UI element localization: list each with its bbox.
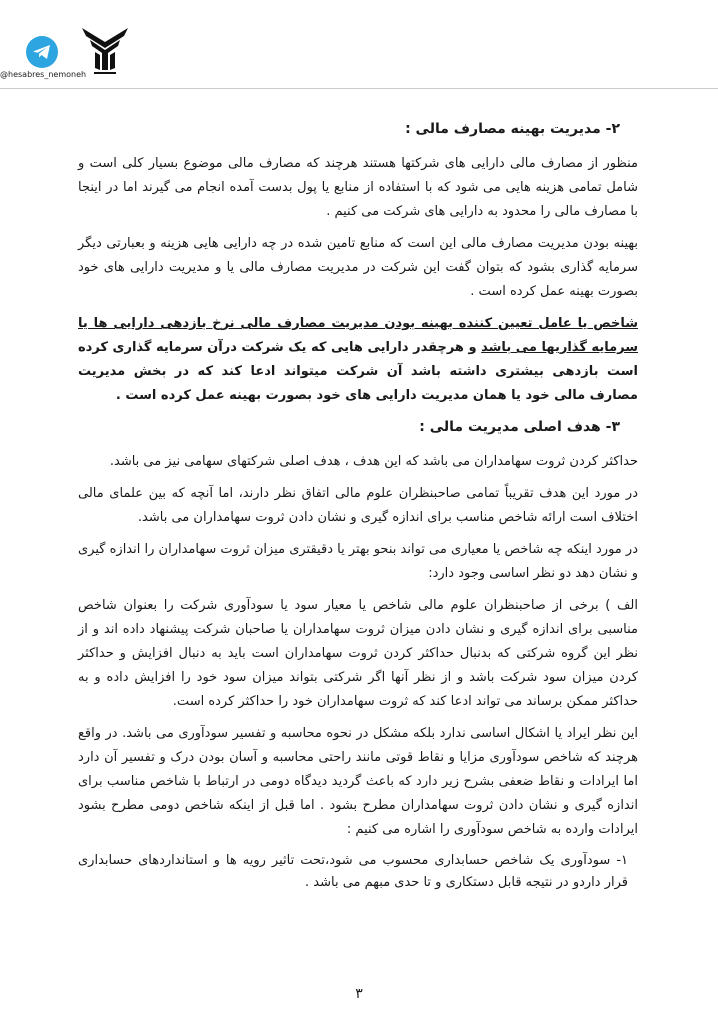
telegram-handle: @hesabres_nemoneh bbox=[0, 70, 87, 79]
list-item-marker: ۱- bbox=[616, 853, 628, 868]
list-item-text: سودآوری یک شاخص حسابداری محسوب می شود،تحت تاثیر رویه ها و استانداردهای حسابداری قرار داردو در نتیجه قابل دستکاری و تا حدی مبهم می باشد . bbox=[78, 853, 628, 890]
paragraph: الف ) برخی از صاحبنظران علوم مالی شاخص یا معیار سود یا سودآوری شرکت را بعنوان شاخص مناسبی برای اندازه گیری و نشان دادن میزان ثروت سهامداران یا صاحبان شرکت پیشنهاد داده اند و از نظر این گروه شرکتی که بدنبال حداکثر کردن ثروت سهامداران است باید به دنبال افزایش و حداکثر کردن میزان سود شرکت باشد و از نظر آنها اگر شرکتی بتواند میزان سود خود را افزایش داده و به حداکثر ممکن برساند می تواند ادعا کند که ثروت سهامداران خود را حداکثر کرده است. bbox=[78, 598, 638, 709]
paragraph: منظور از مصارف مالی دارایی های شرکتها هستند هرچند که مصارف مالی موضوع بسیار کلی است و شامل تمامی هزینه هایی می شود که با استفاده از منابع یا پول بدست آمده انجام می گیرند اما در اینجا با مصارف مالی را محدود به دارایی های شرکت می کنیم . bbox=[78, 156, 638, 219]
underlined-phrase: شاخص یا عامل تعیین کننده بهینه بودن مدیریت مصارف مالی نرخ بازدهی دارایی ها یا سرمایه گذاریها می باشد bbox=[78, 316, 639, 355]
list-item bbox=[78, 850, 638, 894]
document-body bbox=[78, 118, 638, 900]
paragraph: این نظر ایراد یا اشکال اساسی ندارد بلکه مشکل در نحوه محاسبه و تفسیر سودآوری می باشد. در واقع هرچند که شاخص سودآوری مزایا و نقاط قوتی مانند راحتی محاسبه و آسان بودن درک و تفسیر آن دارد اما ایرادات و نقاط ضعفی بشرح زیر دارد که باعث گردید دیدگاه دومی در ارتباط با شاخص مناسب برای اندازه گیری و نشان دادن ثروت سهامداران مطرح بشود . اما قبل از اینکه شاخص دومی مطرح بشود ایرادات وارده به شاخص سودآوری را اشاره می کنیم : bbox=[78, 726, 638, 837]
paragraph: در مورد اینکه چه شاخص یا معیاری می تواند بنحو بهتر یا دقیقتری میزان ثروت سهامداران را اندازه گیری و نشان دهد دو نظر اساسی وجود دارد: bbox=[78, 542, 638, 581]
page-number: ۳ bbox=[355, 986, 363, 1002]
emphasized-paragraph bbox=[78, 312, 638, 408]
paragraph-continuation: و هرچقدر دارایی هایی که یک شرکت درآن سرمایه گذاری کرده است بازدهی بیشتری داشته باشد آن شرکت میتواند ادعا کند که در بخش مدیریت مصارف مالی خود یا همان مدیریت دارایی های خود بصورت بهینه عمل کرده است . bbox=[78, 340, 638, 403]
university-logo-icon bbox=[80, 22, 130, 78]
section-heading: ۲- مدیریت بهینه مصارف مالی : bbox=[405, 121, 620, 137]
paragraph: بهینه بودن مدیریت مصارف مالی این است که منابع تامین شده در چه دارایی هایی هزینه و بعبارتی دیگر سرمایه گذاری بشود که بتوان گفت این شرکت در مدیریت مصارف مالی یا و مدیریت دارایی های خود بصورت بهینه عمل کرده است . bbox=[78, 236, 638, 299]
paragraph: در مورد این هدف تقریباً تمامی صاحبنظران علوم مالی اتفاق نظر دارند، اما آنچه که بین علمای مالی اختلاف است ارائه شاخص مناسب برای اندازه گیری و نشان دادن ثروت سهامداران می باشد. bbox=[78, 486, 638, 525]
section-heading: ۳- هدف اصلی مدیریت مالی : bbox=[419, 419, 620, 435]
paragraph: حداکثر کردن ثروت سهامداران می باشد که این هدف ، هدف اصلی شرکتهای سهامی نیز می باشد. bbox=[109, 454, 638, 469]
header-divider bbox=[0, 88, 718, 89]
telegram-icon bbox=[26, 36, 58, 68]
